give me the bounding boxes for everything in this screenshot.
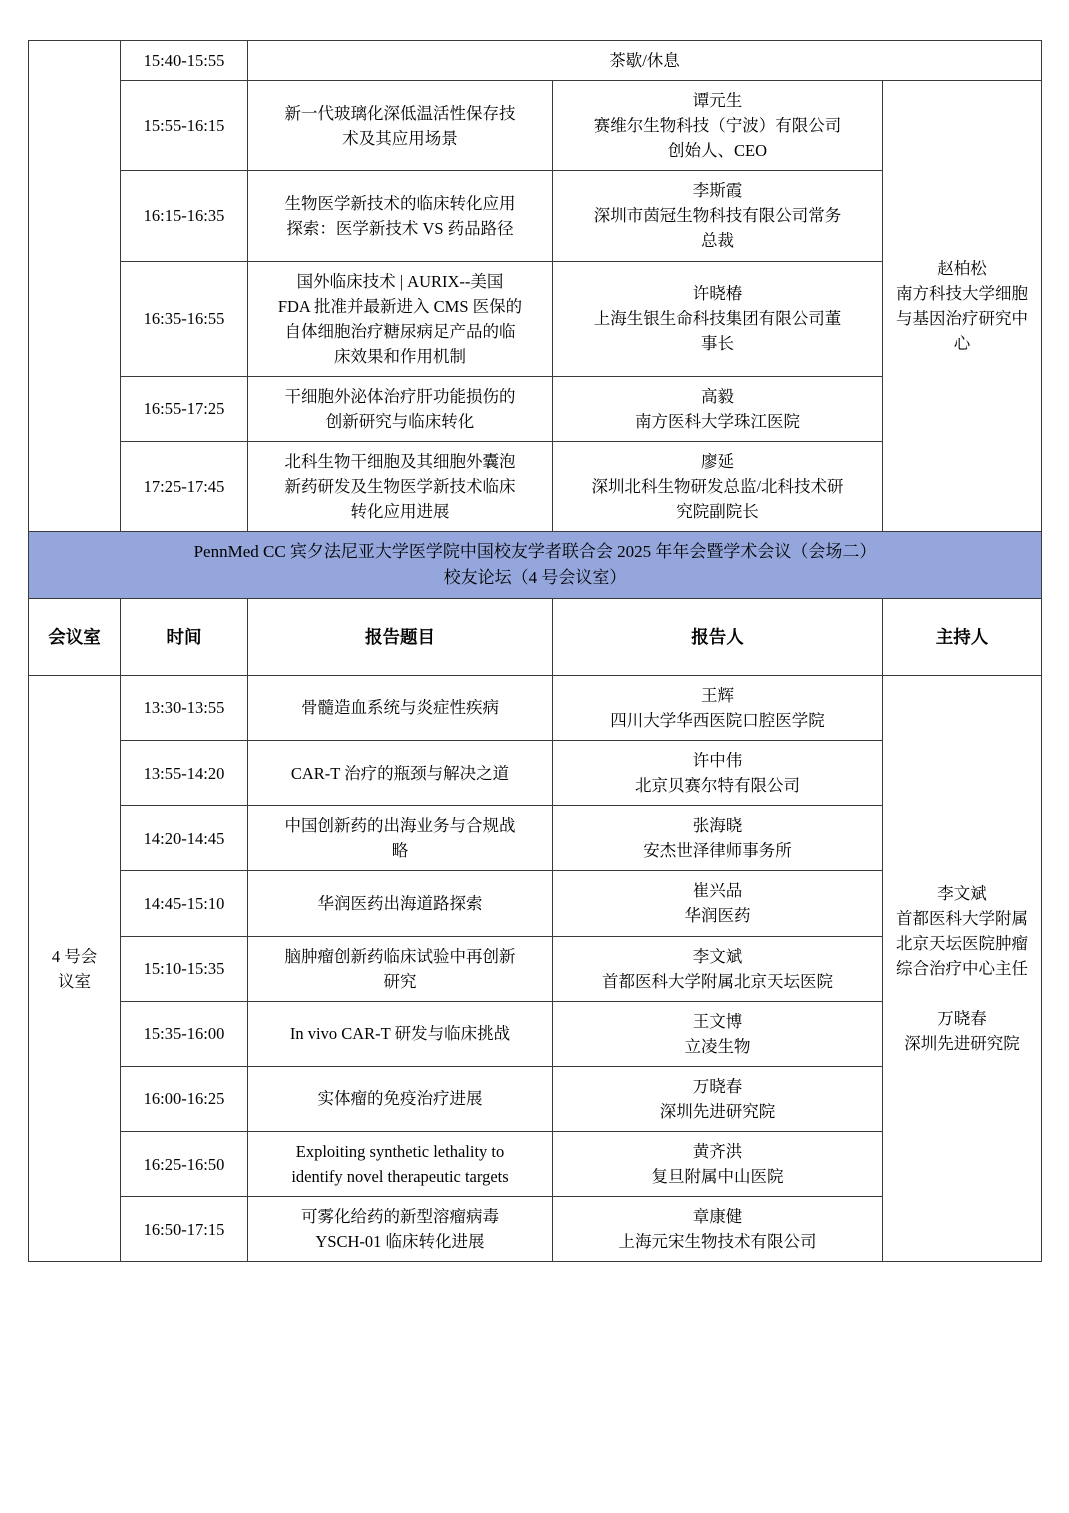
speaker-cell (553, 1001, 883, 1066)
room-cell-section-one (29, 41, 121, 532)
text-line: 骨髓造血系统与炎症性疾病 (301, 698, 499, 718)
title-text (254, 101, 546, 151)
text-line: 赵柏松 (937, 259, 987, 278)
host-text (889, 881, 1035, 1057)
title-text (254, 813, 546, 863)
time-cell (121, 41, 248, 81)
text-line: 究院副院长 (676, 502, 759, 522)
title-cell (248, 1001, 553, 1066)
title-cell (248, 171, 553, 261)
column-header-room-label: 会议室 (48, 626, 101, 647)
title-text (254, 449, 546, 524)
text-line: 许晓椿 (692, 284, 743, 304)
column-header-host-label: 主持人 (935, 626, 989, 647)
column-header-room (29, 598, 121, 675)
time-cell (121, 1197, 248, 1262)
time-cell (121, 376, 248, 441)
time-text: 13:30-13:55 (143, 698, 225, 718)
text-line: 章康健 (692, 1207, 743, 1227)
text-line: 首都医科大学附属 (896, 908, 1028, 928)
column-header-time (121, 598, 248, 675)
text-line: 生物医学新技术的临床转化应用 (284, 193, 516, 213)
text-line: 综合治疗中心主任 (896, 959, 1028, 979)
text-line: 立凌生物 (684, 1036, 751, 1056)
text-line: 万晓春 (937, 1009, 987, 1029)
speaker-cell (553, 871, 883, 936)
title-cell (248, 1197, 553, 1262)
section-banner-row (29, 532, 1042, 599)
table-row (29, 675, 1042, 740)
time-text: 16:25-16:50 (143, 1154, 225, 1174)
speaker-text (559, 281, 876, 356)
text-line: 探索：医学新技术 VS 药品路径 (286, 218, 514, 238)
speaker-cell (553, 936, 883, 1001)
title-cell (248, 936, 553, 1001)
text-line: 安杰世泽律师事务所 (643, 841, 792, 861)
text-line: 北京天坛医院肿瘤 (896, 933, 1028, 953)
time-cell (121, 1132, 248, 1197)
text-line: 高毅 (701, 386, 734, 406)
time-cell (121, 871, 248, 936)
speaker-text (559, 449, 876, 524)
time-text: 13:55-14:20 (143, 763, 225, 783)
title-cell (248, 871, 553, 936)
text-line: 新药研发及生物医学新技术临床 (284, 477, 516, 497)
title-cell (248, 81, 553, 171)
table-row (29, 41, 1042, 81)
agenda-table-body (29, 41, 1042, 1262)
text-line (889, 981, 1035, 1006)
text-line: 谭元生 (692, 91, 743, 111)
text-line: CAR-T 治疗的瓶颈与解决之道 (290, 763, 510, 783)
title-text (254, 944, 546, 994)
section-banner (29, 532, 1042, 599)
section-banner-text (35, 539, 1035, 591)
text-line: 总裁 (701, 231, 734, 251)
time-cell (121, 171, 248, 261)
title-cell (248, 1066, 553, 1131)
text-line: 崔兴品 (692, 881, 743, 901)
text-line: 术及其应用场景 (342, 128, 458, 148)
speaker-text (559, 1074, 876, 1124)
title-text (254, 695, 546, 720)
title-text (254, 384, 546, 434)
column-header-speaker-label: 报告人 (691, 626, 744, 647)
title-cell (248, 675, 553, 740)
title-text (254, 191, 546, 241)
text-line: 深圳先进研究院 (659, 1101, 776, 1121)
room-cell-section-two (29, 675, 121, 1261)
text-line: 廖延 (701, 452, 734, 472)
time-text: 15:35-16:00 (143, 1024, 225, 1044)
speaker-text (559, 88, 876, 163)
text-line: 北科生物干细胞及其细胞外囊泡 (284, 452, 516, 472)
text-line: 南方科技大学细胞 (896, 284, 1028, 304)
text-line: 南方医科大学珠江医院 (635, 411, 800, 431)
agenda-table (28, 40, 1042, 1262)
column-header-time-label: 时间 (166, 626, 202, 647)
time-cell (121, 442, 248, 532)
text-line: 转化应用进展 (350, 502, 450, 522)
text-line: 王文博 (692, 1011, 743, 1031)
text-line: 李文斌 (937, 883, 987, 903)
text-line: 深圳北科生物研发总监/北科技术研 (591, 477, 844, 497)
text-line: 略 (391, 841, 409, 861)
text-line: FDA 批准并最新进入 CMS 医保的 (277, 296, 523, 316)
title-text (254, 1139, 546, 1189)
text-line: 创始人、CEO (668, 141, 767, 161)
title-text (254, 269, 546, 369)
time-text: 17:25-17:45 (143, 477, 225, 497)
text-line: In vivo CAR-T 研发与临床挑战 (289, 1024, 511, 1044)
title-text (254, 1086, 546, 1111)
speaker-cell (553, 741, 883, 806)
title-text (254, 1021, 546, 1046)
text-line: 万晓春 (692, 1076, 743, 1096)
text-line: 校友论坛（4 号会议室） (443, 568, 627, 588)
time-text: 15:40-15:55 (143, 51, 225, 70)
speaker-text (559, 178, 876, 253)
time-cell (121, 1066, 248, 1131)
time-text: 15:55-16:15 (143, 116, 225, 136)
text-line: 新一代玻璃化深低温活性保存技 (284, 103, 516, 123)
title-cell (248, 741, 553, 806)
text-line: 事长 (701, 334, 734, 354)
column-header-row (29, 598, 1042, 675)
time-text: 16:15-16:35 (143, 206, 225, 226)
title-text (254, 761, 546, 786)
time-cell (121, 1001, 248, 1066)
column-header-host (883, 598, 1042, 675)
text-line: 干细胞外泌体治疗肝功能损伤的 (284, 386, 516, 406)
text-line: 首都医科大学附属北京天坛医院 (602, 971, 833, 991)
speaker-text (559, 1009, 876, 1059)
text-line: YSCH-01 临床转化进展 (315, 1232, 485, 1252)
time-cell (121, 741, 248, 806)
title-cell (248, 1132, 553, 1197)
text-line: 4 号会 (51, 946, 98, 966)
time-text: 16:50-17:15 (143, 1219, 225, 1239)
text-line: Exploiting synthetic lethality to (295, 1142, 505, 1161)
room-text (35, 944, 114, 994)
speaker-cell (553, 675, 883, 740)
time-text: 16:00-16:25 (143, 1089, 225, 1109)
text-line: 创新研究与临床转化 (325, 411, 475, 431)
text-line: 深圳市茵冠生物科技有限公司常务 (593, 206, 842, 226)
speaker-cell (553, 171, 883, 261)
text-line: 黄齐洪 (692, 1142, 743, 1161)
title-cell (248, 806, 553, 871)
title-cell (248, 261, 553, 376)
text-line: 中国创新药的出海业务与合规战 (284, 816, 516, 836)
time-cell (121, 81, 248, 171)
text-line: 华润医药出海道路探索 (317, 893, 483, 913)
text-line: 与基因治疗研究中 (896, 309, 1028, 329)
speaker-text (559, 683, 876, 733)
speaker-cell (553, 81, 883, 171)
speaker-cell (553, 1197, 883, 1262)
column-header-title-label: 报告题目 (365, 626, 435, 647)
time-text: 15:10-15:35 (143, 959, 225, 979)
speaker-cell (553, 1066, 883, 1131)
speaker-cell (553, 1132, 883, 1197)
text-line: 四川大学华西医院口腔医学院 (610, 710, 825, 730)
title-cell (248, 376, 553, 441)
host-cell-section-one (883, 81, 1042, 532)
speaker-text (559, 1139, 876, 1189)
break-label: 茶歇/休息 (609, 51, 680, 70)
host-text (889, 256, 1035, 356)
text-line: 复旦附属中山医院 (651, 1167, 784, 1187)
text-line: 深圳先进研究院 (904, 1034, 1020, 1054)
speaker-text (559, 384, 876, 434)
time-cell (121, 806, 248, 871)
text-line: 张海晓 (692, 816, 743, 836)
speaker-cell (553, 442, 883, 532)
text-line: 上海元宋生物技术有限公司 (618, 1232, 817, 1252)
text-line: 自体细胞治疗糖尿病足产品的临 (284, 321, 516, 341)
text-line: 可雾化给药的新型溶瘤病毒 (301, 1207, 499, 1227)
text-line: identify novel therapeutic targets (291, 1167, 509, 1187)
speaker-text (559, 813, 876, 863)
speaker-text (559, 1204, 876, 1254)
text-line: 华润医药 (684, 906, 751, 926)
host-cell-section-two (883, 675, 1042, 1261)
text-line: 脑肿瘤创新药临床试验中再创新 (284, 946, 516, 966)
speaker-text (559, 878, 876, 928)
text-line: 议室 (58, 971, 91, 991)
text-line: 许中伟 (692, 751, 743, 771)
speaker-cell (553, 261, 883, 376)
speaker-text (559, 748, 876, 798)
text-line: 李文斌 (692, 946, 743, 966)
time-text: 14:45-15:10 (143, 893, 225, 913)
text-line: 上海生银生命科技集团有限公司董 (593, 309, 842, 329)
break-cell (248, 41, 1042, 81)
text-line: 研究 (383, 971, 417, 991)
time-cell (121, 675, 248, 740)
column-header-title (248, 598, 553, 675)
title-text (254, 1204, 546, 1254)
speaker-text (559, 944, 876, 994)
text-line: 国外临床技术 | AURIX--美国 (296, 271, 504, 291)
text-line: 李斯霞 (692, 181, 743, 201)
speaker-cell (553, 376, 883, 441)
title-text (254, 891, 546, 916)
text-line: 北京贝赛尔特有限公司 (635, 776, 800, 796)
time-text: 16:35-16:55 (143, 309, 225, 329)
text-line: 床效果和作用机制 (334, 346, 466, 366)
column-header-speaker (553, 598, 883, 675)
text-line: 实体瘤的免疫治疗进展 (317, 1089, 483, 1109)
time-text: 16:55-17:25 (143, 399, 225, 419)
text-line: PennMed CC 宾夕法尼亚大学医学院中国校友学者联合会 2025 年年会暨学术会议（会场二） (193, 542, 877, 562)
text-line: 王辉 (701, 685, 734, 705)
text-line: 赛维尔生物科技（宁波）有限公司 (593, 116, 842, 136)
speaker-cell (553, 806, 883, 871)
time-cell (121, 261, 248, 376)
text-line: 心 (953, 334, 971, 354)
time-cell (121, 936, 248, 1001)
title-cell (248, 442, 553, 532)
table-row (29, 81, 1042, 171)
time-text: 14:20-14:45 (143, 828, 225, 848)
